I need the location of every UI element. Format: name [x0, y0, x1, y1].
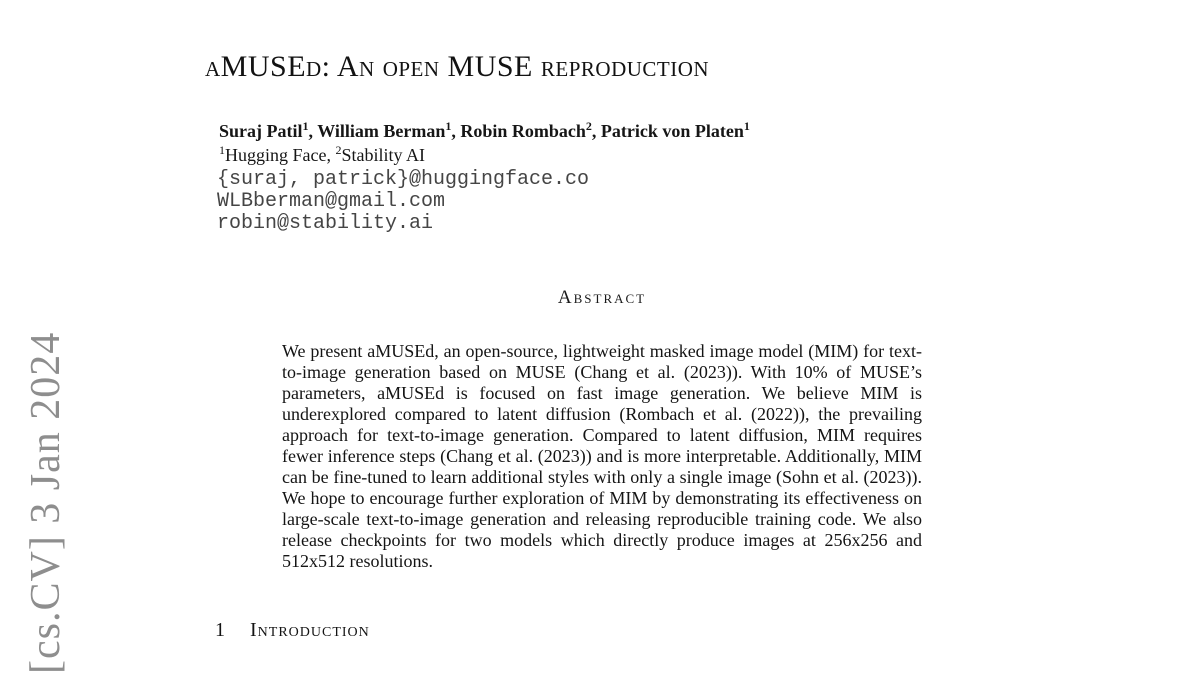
- author-name: Robin Rombach: [460, 121, 586, 141]
- affiliation-name: Stability AI: [341, 145, 425, 165]
- author-affiliation-ref: 1: [302, 119, 309, 133]
- author-affiliation-ref: 1: [743, 119, 750, 133]
- affiliation-ref: 2: [335, 143, 342, 157]
- author-affiliation-ref: 1: [445, 119, 452, 133]
- section-title: Introduction: [250, 619, 370, 641]
- abstract-text: We present aMUSEd, an open-source, lightweight masked image model (MIM) for text-to-image generation based on MUSE (Chang et al. (2023)). With 10% of MUSE’s parameters, aMUSEd is focused on fast image generation. We believe MIM is underexplored compared to latent diffusion (Rombach et al. (2022)), the prevailing approach for text-to-image generation. Compared to latent diffusion, MIM requires fewer inference steps (Chang et al. (2023)) and is more interpretable. Additionally, MIM can be fine-tuned to learn additional styles with only a single image (Sohn et al. (2023)). We hope to encourage further exploration of MIM by demonstrating its effectiveness on large-scale text-to-image generation and releasing reproducible training code. We also release checkpoints for two models which directly produce images at 256x256 and 512x512 resolutions.: [282, 341, 922, 571]
- section-heading: [215, 619, 370, 642]
- section-number: 1: [215, 619, 225, 641]
- affiliation-name: Hugging Face: [225, 145, 327, 165]
- email-block: [217, 169, 589, 235]
- abstract-heading: Abstract: [557, 287, 647, 308]
- arxiv-category-date-stamp: [cs.CV] 3 Jan 2024: [23, 331, 69, 674]
- author-line: Suraj Patil$^1$, William Berman$^1$, Robin Rombach$^2$, Patrick von Platen$^1$: [219, 119, 750, 141]
- author-name: Suraj Patil: [219, 121, 303, 141]
- affiliation-line: $^1$Hugging Face, $^2$Stability AI: [219, 143, 425, 165]
- paper-title: aMUSEd: An open MUSE reproduction: [205, 50, 710, 83]
- author-name: Patrick von Platen: [600, 121, 744, 141]
- author-name: William Berman: [317, 121, 446, 141]
- email-line: WLBberman@gmail.com: [217, 190, 446, 213]
- email-line: robin@stability.ai: [217, 212, 434, 235]
- email-line: {suraj, patrick}@huggingface.co: [217, 168, 590, 191]
- author-affiliation-ref: 2: [585, 119, 592, 133]
- affiliation-ref: 1: [219, 143, 225, 157]
